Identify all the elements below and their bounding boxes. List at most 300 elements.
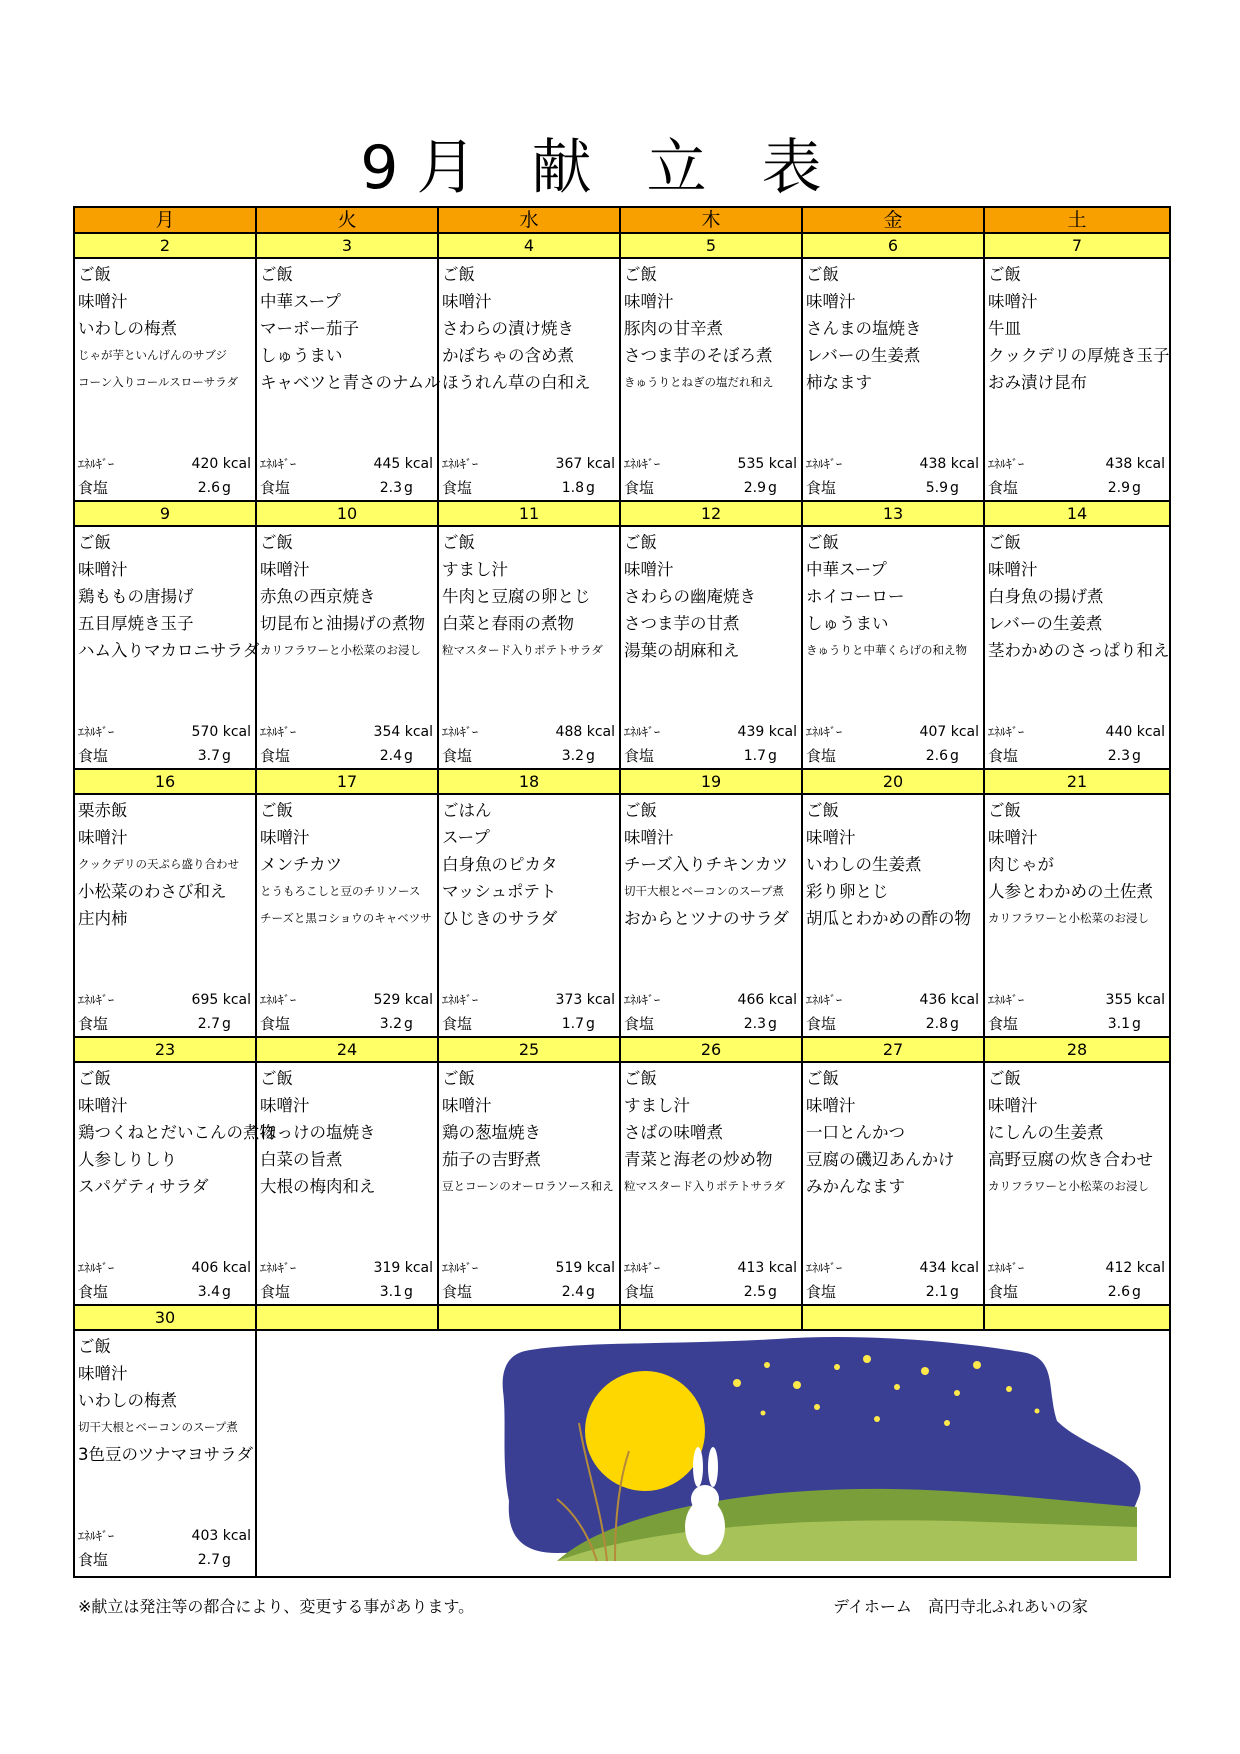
menu-items — [75, 1331, 255, 1468]
energy-label: ｴﾈﾙｷﾞｰ — [806, 1261, 843, 1275]
energy-line — [806, 720, 979, 744]
nutrition-info — [78, 988, 251, 1036]
weekday-header: 火 — [256, 207, 438, 233]
energy-value — [374, 452, 433, 476]
salt-unit: g — [1132, 480, 1141, 496]
empty-date-cell — [438, 1305, 620, 1330]
menu-items — [621, 527, 801, 664]
menu-item: コーン入りコールスローサラダ — [78, 375, 239, 389]
energy-unit: kcal — [222, 1528, 251, 1544]
menu-item: ハム入りマカロニサラダ — [78, 641, 260, 660]
menu-items — [621, 259, 801, 396]
day-menu — [439, 795, 619, 1036]
salt-number: 2.9 — [1107, 480, 1130, 496]
salt-line — [78, 1012, 251, 1036]
menu-item: ご飯 — [442, 533, 475, 552]
energy-number: 695 — [191, 992, 219, 1008]
menu-item: 豆腐の磯辺あんかけ — [806, 1150, 955, 1169]
salt-unit: g — [222, 480, 231, 496]
energy-unit: kcal — [950, 456, 979, 472]
energy-number: 373 — [555, 992, 583, 1008]
salt-line — [260, 476, 433, 500]
energy-unit: kcal — [586, 1260, 615, 1276]
menu-items — [257, 1063, 437, 1200]
menu-item: かぼちゃの含め煮 — [442, 346, 574, 365]
energy-number: 434 — [919, 1260, 947, 1276]
salt-number: 2.4 — [379, 748, 402, 764]
menu-item: 茄子の吉野煮 — [442, 1150, 541, 1169]
salt-unit: g — [1132, 1284, 1141, 1300]
menu-item: 味噌汁 — [78, 1096, 128, 1115]
menu-item: チーズと黒コショウのキャベツサ — [260, 911, 432, 925]
menu-item: 肉じゃが — [988, 855, 1054, 874]
salt-number: 3.1 — [379, 1284, 402, 1300]
salt-label: 食塩 — [442, 747, 473, 765]
empty-date-cell — [984, 1305, 1170, 1330]
menu-item: 味噌汁 — [988, 292, 1038, 311]
energy-label: ｴﾈﾙｷﾞｰ — [78, 993, 115, 1007]
day-menu-cell — [620, 526, 802, 769]
menu-item: 牛皿 — [988, 319, 1021, 338]
menu-item: カリフラワーと小松菜のお浸し — [988, 911, 1149, 925]
menu-item: ご飯 — [442, 265, 475, 284]
date-cell: 25 — [438, 1037, 620, 1062]
energy-unit: kcal — [222, 724, 251, 740]
menu-item: ご飯 — [806, 265, 839, 284]
menu-item: ご飯 — [260, 801, 293, 820]
salt-number: 3.1 — [1107, 1016, 1130, 1032]
energy-value — [1106, 988, 1165, 1012]
menu-item: 牛肉と豆腐の卵とじ — [442, 587, 591, 606]
nutrition-info — [260, 1256, 433, 1304]
salt-number: 2.7 — [197, 1016, 220, 1032]
energy-number: 367 — [555, 456, 583, 472]
salt-number: 3.7 — [197, 748, 220, 764]
nutrition-info — [260, 988, 433, 1036]
nutrition-info — [78, 1524, 251, 1572]
salt-label: 食塩 — [442, 479, 473, 497]
salt-label: 食塩 — [988, 1283, 1019, 1301]
energy-number: 319 — [373, 1260, 401, 1276]
salt-line — [624, 1280, 797, 1304]
nutrition-info — [78, 1256, 251, 1304]
day-menu-cell — [438, 526, 620, 769]
menu-item: チーズ入りチキンカツ — [624, 855, 789, 874]
salt-number: 2.5 — [743, 1284, 766, 1300]
date-row — [74, 501, 1170, 526]
energy-value — [1106, 1256, 1165, 1280]
salt-line — [624, 1012, 797, 1036]
menu-item: ひじきのサラダ — [442, 909, 558, 928]
date-cell: 5 — [620, 233, 802, 258]
menu-item: キャベツと青さのナムル — [260, 373, 441, 392]
menu-item: ごはん — [442, 801, 492, 820]
day-menu — [257, 527, 437, 768]
menu-items — [439, 1063, 619, 1200]
menu-item: ご飯 — [988, 1069, 1021, 1088]
energy-label: ｴﾈﾙｷﾞｰ — [624, 457, 661, 471]
salt-label: 食塩 — [806, 1283, 837, 1301]
salt-unit: g — [404, 480, 413, 496]
salt-label: 食塩 — [78, 1551, 109, 1569]
day-menu — [439, 259, 619, 500]
menu-item: すまし汁 — [442, 560, 508, 579]
energy-number: 355 — [1105, 992, 1133, 1008]
salt-number: 2.3 — [379, 480, 402, 496]
menu-item: ご飯 — [78, 265, 111, 284]
energy-line — [442, 452, 615, 476]
energy-line — [78, 452, 251, 476]
menu-item: 五目厚焼き玉子 — [78, 614, 194, 633]
energy-label: ｴﾈﾙｷﾞｰ — [260, 993, 297, 1007]
salt-number: 2.9 — [743, 480, 766, 496]
nutrition-info — [78, 452, 251, 500]
menu-item: じゃが芋といんげんのサブジ — [78, 348, 228, 362]
menu-item: 白菜と春雨の煮物 — [442, 614, 574, 633]
menu-item: きゅうりとねぎの塩だれ和え — [624, 375, 774, 389]
salt-line — [78, 1548, 251, 1572]
salt-label: 食塩 — [624, 1283, 655, 1301]
energy-line — [624, 720, 797, 744]
day-menu — [75, 1331, 255, 1572]
menu-item: さばの味噌煮 — [624, 1123, 723, 1142]
salt-line — [806, 1280, 979, 1304]
date-cell: 19 — [620, 769, 802, 794]
nutrition-info — [78, 720, 251, 768]
menu-item: ご飯 — [806, 1069, 839, 1088]
salt-label: 食塩 — [78, 747, 109, 765]
energy-label: ｴﾈﾙｷﾞｰ — [442, 1261, 479, 1275]
salt-label: 食塩 — [442, 1283, 473, 1301]
date-cell: 21 — [984, 769, 1170, 794]
day-menu-cell — [256, 1062, 438, 1305]
date-row — [74, 1037, 1170, 1062]
menu-items — [75, 259, 255, 396]
date-cell: 16 — [74, 769, 256, 794]
energy-number: 529 — [373, 992, 401, 1008]
energy-label: ｴﾈﾙｷﾞｰ — [442, 993, 479, 1007]
energy-value — [556, 720, 615, 744]
energy-unit: kcal — [222, 1260, 251, 1276]
salt-number: 2.4 — [561, 1284, 584, 1300]
energy-line — [78, 720, 251, 744]
energy-value — [738, 1256, 797, 1280]
nutrition-info — [988, 988, 1165, 1036]
day-menu-cell — [620, 794, 802, 1037]
day-menu-cell — [984, 526, 1170, 769]
menu-item: 鶏の葱塩焼き — [442, 1123, 541, 1142]
menu-item: いわしの梅煮 — [78, 319, 177, 338]
menu-item: 味噌汁 — [806, 1096, 856, 1115]
salt-line — [78, 1280, 251, 1304]
menu-item: スープ — [442, 828, 490, 847]
day-menu-cell — [802, 1062, 984, 1305]
energy-line — [988, 720, 1165, 744]
menu-items — [257, 795, 437, 932]
day-menu — [621, 527, 801, 768]
menu-item: 粒マスタード入りポテトサラダ — [624, 1179, 785, 1193]
energy-unit: kcal — [768, 456, 797, 472]
energy-number: 466 — [737, 992, 765, 1008]
menu-item: 青菜と海老の炒め物 — [624, 1150, 773, 1169]
menu-item: 中華スープ — [806, 560, 887, 579]
date-row — [74, 769, 1170, 794]
energy-number: 420 — [191, 456, 219, 472]
menu-item: 庄内柿 — [78, 909, 128, 928]
menu-item: 栗赤飯 — [78, 801, 128, 820]
day-menu — [621, 1063, 801, 1304]
energy-line — [806, 1256, 979, 1280]
day-menu-cell — [438, 1062, 620, 1305]
nutrition-info — [442, 988, 615, 1036]
menu-row — [74, 1330, 1170, 1577]
nutrition-info — [442, 1256, 615, 1304]
day-menu-cell — [74, 1330, 256, 1577]
energy-value — [556, 988, 615, 1012]
energy-value — [738, 988, 797, 1012]
date-cell: 18 — [438, 769, 620, 794]
day-menu-cell — [438, 258, 620, 501]
day-menu-cell — [74, 1062, 276, 1305]
menu-items — [257, 259, 441, 396]
salt-unit: g — [404, 1284, 413, 1300]
salt-unit: g — [404, 748, 413, 764]
menu-item: しゅうまい — [260, 346, 343, 365]
menu-row — [74, 1062, 1170, 1305]
date-cell: 11 — [438, 501, 620, 526]
energy-line — [988, 1256, 1165, 1280]
energy-value — [920, 988, 979, 1012]
menu-item: おみ漬け昆布 — [988, 373, 1087, 392]
moon-rabbit-illustration — [257, 1331, 1167, 1572]
menu-item: 中華スープ — [260, 292, 341, 311]
menu-item: 柿なます — [806, 373, 872, 392]
energy-number: 570 — [191, 724, 219, 740]
menu-items — [439, 795, 619, 932]
menu-item: ホイコーロー — [806, 587, 905, 606]
menu-item: 白身魚の揚げ煮 — [988, 587, 1104, 606]
energy-label: ｴﾈﾙｷﾞｰ — [442, 457, 479, 471]
menu-item: ご飯 — [442, 1069, 475, 1088]
day-menu-cell — [802, 258, 984, 501]
energy-number: 438 — [1105, 456, 1133, 472]
salt-unit: g — [586, 1284, 595, 1300]
energy-line — [624, 452, 797, 476]
energy-number: 354 — [373, 724, 401, 740]
energy-value — [374, 988, 433, 1012]
energy-line — [624, 988, 797, 1012]
day-menu — [985, 259, 1169, 500]
menu-table — [73, 206, 1171, 1578]
salt-line — [624, 476, 797, 500]
menu-items — [985, 795, 1169, 932]
energy-label: ｴﾈﾙｷﾞｰ — [988, 457, 1025, 471]
salt-unit: g — [222, 1284, 231, 1300]
energy-label: ｴﾈﾙｷﾞｰ — [806, 457, 843, 471]
menu-item: クックデリの天ぷら盛り合わせ — [78, 857, 239, 871]
nutrition-info — [988, 452, 1165, 500]
menu-items — [439, 259, 619, 396]
energy-unit: kcal — [768, 992, 797, 1008]
day-menu — [985, 795, 1169, 1036]
energy-unit: kcal — [404, 992, 433, 1008]
salt-line — [988, 1280, 1165, 1304]
menu-item: 味噌汁 — [624, 292, 674, 311]
salt-line — [624, 744, 797, 768]
day-menu-cell — [256, 794, 438, 1037]
energy-value — [556, 452, 615, 476]
menu-item: 味噌汁 — [78, 560, 128, 579]
salt-label: 食塩 — [442, 1015, 473, 1033]
menu-item: ご飯 — [988, 265, 1021, 284]
salt-label: 食塩 — [260, 1283, 291, 1301]
salt-line — [442, 744, 615, 768]
energy-line — [260, 1256, 433, 1280]
energy-label: ｴﾈﾙｷﾞｰ — [78, 1529, 115, 1543]
menu-item: レバーの生姜煮 — [806, 346, 921, 365]
menu-item: ご飯 — [806, 533, 839, 552]
menu-item: 3色豆のツナマヨサラダ — [78, 1445, 254, 1464]
menu-item: 味噌汁 — [442, 292, 492, 311]
energy-number: 413 — [737, 1260, 765, 1276]
salt-number: 3.2 — [379, 1016, 402, 1032]
energy-line — [78, 1256, 251, 1280]
salt-line — [78, 744, 251, 768]
menu-item: 味噌汁 — [806, 828, 856, 847]
energy-label: ｴﾈﾙｷﾞｰ — [78, 457, 115, 471]
menu-item: にしんの生姜煮 — [988, 1123, 1104, 1142]
menu-items — [985, 259, 1169, 396]
energy-value — [920, 452, 979, 476]
energy-unit: kcal — [586, 724, 615, 740]
menu-item: ご飯 — [624, 1069, 657, 1088]
energy-unit: kcal — [768, 724, 797, 740]
salt-label: 食塩 — [988, 1015, 1019, 1033]
energy-unit: kcal — [1136, 456, 1165, 472]
menu-item: 味噌汁 — [988, 1096, 1038, 1115]
energy-unit: kcal — [586, 456, 615, 472]
day-menu-cell — [74, 258, 256, 501]
salt-label: 食塩 — [78, 1015, 109, 1033]
salt-line — [442, 1280, 615, 1304]
menu-item: マッシュポテト — [442, 882, 557, 901]
energy-line — [988, 452, 1165, 476]
salt-number: 2.7 — [197, 1552, 220, 1568]
menu-item: ご飯 — [806, 801, 839, 820]
salt-unit: g — [222, 1016, 231, 1032]
weekday-header: 木 — [620, 207, 802, 233]
nutrition-info — [806, 452, 979, 500]
menu-item: しゅうまい — [806, 614, 889, 633]
energy-number: 445 — [373, 456, 401, 472]
energy-label: ｴﾈﾙｷﾞｰ — [260, 1261, 297, 1275]
menu-item: ご飯 — [624, 265, 657, 284]
nutrition-info — [442, 452, 615, 500]
salt-unit: g — [768, 1016, 777, 1032]
energy-number: 440 — [1105, 724, 1133, 740]
salt-line — [260, 1012, 433, 1036]
salt-line — [988, 476, 1165, 500]
energy-line — [78, 988, 251, 1012]
salt-unit: g — [768, 480, 777, 496]
date-cell: 10 — [256, 501, 438, 526]
menu-items — [803, 1063, 983, 1200]
energy-number: 439 — [737, 724, 765, 740]
energy-number: 519 — [555, 1260, 583, 1276]
menu-item: ご飯 — [78, 1337, 111, 1356]
salt-unit: g — [950, 1284, 959, 1300]
salt-line — [806, 476, 979, 500]
day-menu-cell — [984, 794, 1170, 1037]
menu-items — [985, 527, 1169, 664]
salt-label: 食塩 — [260, 1015, 291, 1033]
energy-label: ｴﾈﾙｷﾞｰ — [78, 1261, 115, 1275]
energy-number: 403 — [191, 1528, 219, 1544]
menu-item: 彩り卵とじ — [806, 882, 889, 901]
energy-line — [806, 452, 979, 476]
date-cell: 30 — [74, 1305, 256, 1330]
menu-item: 高野豆腐の炊き合わせ — [988, 1150, 1153, 1169]
salt-line — [260, 744, 433, 768]
menu-row — [74, 258, 1170, 501]
day-menu-cell — [74, 526, 260, 769]
energy-label: ｴﾈﾙｷﾞｰ — [260, 725, 297, 739]
salt-label: 食塩 — [260, 747, 291, 765]
menu-item: さんまの塩焼き — [806, 319, 922, 338]
energy-label: ｴﾈﾙｷﾞｰ — [806, 725, 843, 739]
salt-number: 2.6 — [197, 480, 220, 496]
nutrition-info — [988, 1256, 1165, 1304]
salt-label: 食塩 — [624, 479, 655, 497]
date-cell: 20 — [802, 769, 984, 794]
menu-item: 切昆布と油揚げの煮物 — [260, 614, 425, 633]
menu-item: カリフラワーと小松菜のお浸し — [988, 1179, 1149, 1193]
day-menu-cell — [74, 794, 256, 1037]
nutrition-info — [624, 1256, 797, 1304]
energy-label: ｴﾈﾙｷﾞｰ — [624, 1261, 661, 1275]
illustration-cell — [256, 1330, 1170, 1577]
date-cell: 17 — [256, 769, 438, 794]
menu-item: 味噌汁 — [988, 560, 1038, 579]
day-menu-cell — [802, 526, 984, 769]
energy-label: ｴﾈﾙｷﾞｰ — [624, 993, 661, 1007]
energy-value — [192, 720, 251, 744]
energy-unit: kcal — [404, 456, 433, 472]
day-menu — [803, 1063, 983, 1304]
salt-label: 食塩 — [260, 479, 291, 497]
day-menu — [621, 795, 801, 1036]
day-menu — [75, 259, 255, 500]
nutrition-info — [624, 720, 797, 768]
weekday-header: 月 — [74, 207, 256, 233]
energy-unit: kcal — [950, 724, 979, 740]
salt-label: 食塩 — [78, 1283, 109, 1301]
energy-value — [374, 1256, 433, 1280]
salt-number: 2.3 — [1107, 748, 1130, 764]
nutrition-info — [624, 452, 797, 500]
menu-item: 味噌汁 — [78, 1364, 128, 1383]
menu-item: ご飯 — [260, 533, 293, 552]
menu-item: 味噌汁 — [806, 292, 856, 311]
day-menu-cell — [984, 258, 1170, 501]
energy-value — [1106, 452, 1165, 476]
day-menu — [257, 1063, 437, 1304]
energy-unit: kcal — [222, 456, 251, 472]
salt-unit: g — [222, 1552, 231, 1568]
nutrition-info — [624, 988, 797, 1036]
menu-item: 粒マスタード入りポテトサラダ — [442, 643, 603, 657]
menu-item: ご飯 — [260, 1069, 293, 1088]
